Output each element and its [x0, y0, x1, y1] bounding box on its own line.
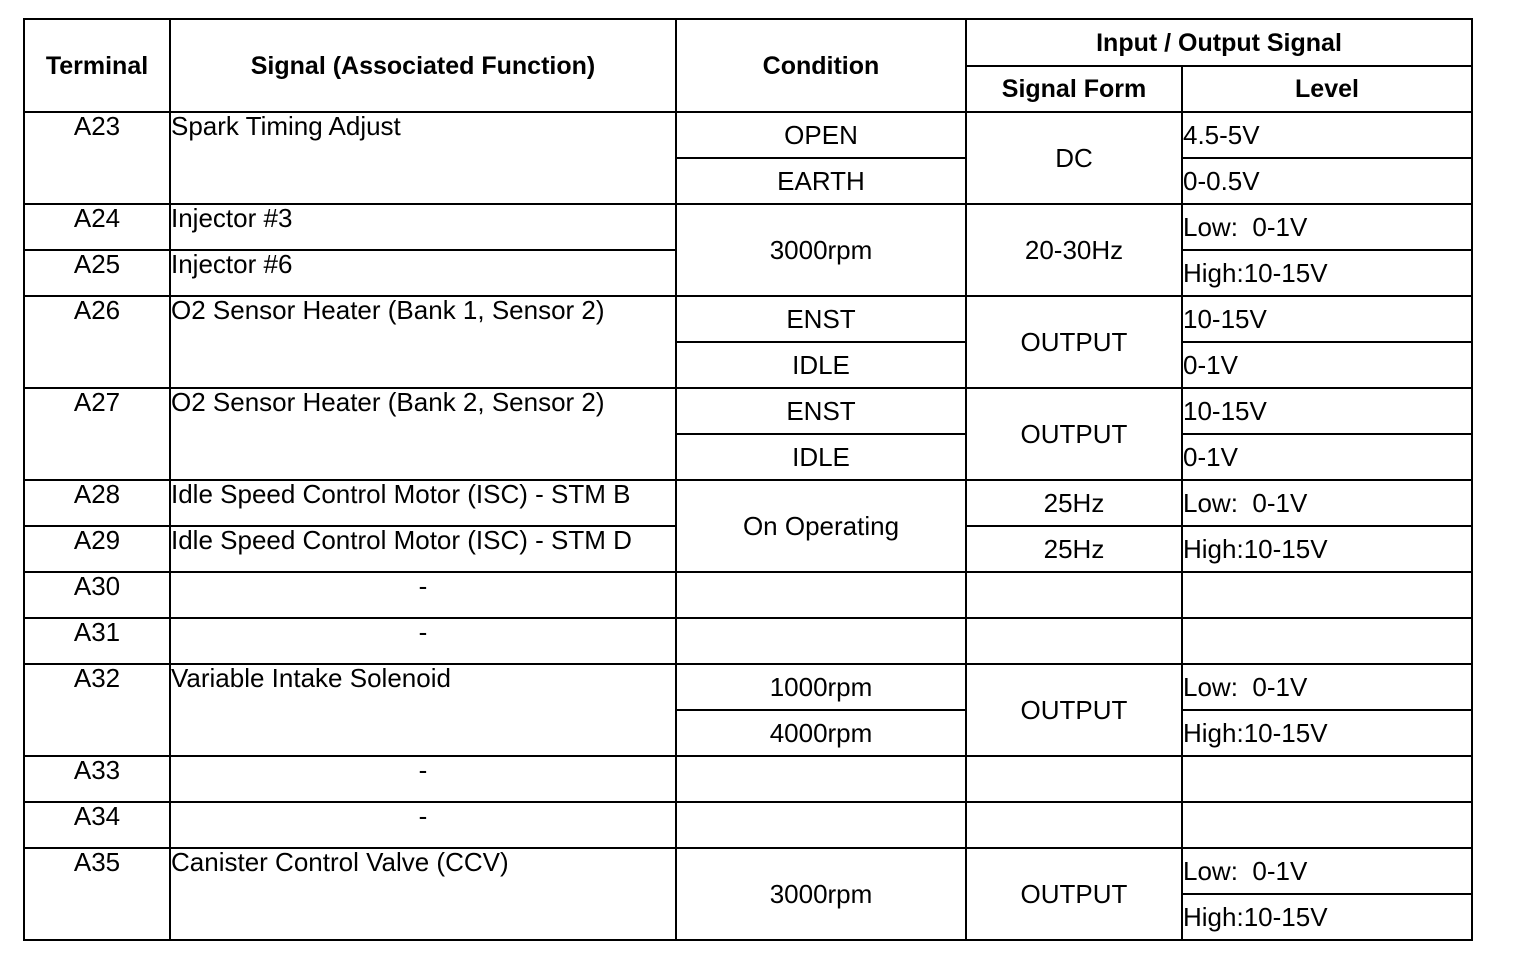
signal-form-cell: [966, 572, 1182, 618]
condition-cell: IDLE: [676, 342, 966, 388]
terminal-cell: A24: [24, 204, 170, 250]
signal-form-cell: [966, 802, 1182, 848]
table-row: [24, 756, 1472, 802]
condition-cell: [676, 572, 966, 618]
terminal-cell: A25: [24, 250, 170, 296]
table-row: [24, 480, 1472, 526]
signal-form-cell: [966, 618, 1182, 664]
terminal-cell: A31: [24, 618, 170, 664]
signal-cell: Injector #6: [170, 250, 676, 296]
signal-cell: Variable Intake Solenoid: [170, 664, 676, 756]
signal-cell: -: [170, 572, 676, 618]
signal-cell: Injector #3: [170, 204, 676, 250]
table-row: [24, 664, 1472, 710]
level-cell: High:10-15V: [1182, 710, 1472, 756]
signal-cell: O2 Sensor Heater (Bank 2, Sensor 2): [170, 388, 676, 480]
condition-cell: ENST: [676, 296, 966, 342]
signal-cell: -: [170, 802, 676, 848]
condition-cell: ENST: [676, 388, 966, 434]
signal-cell: Idle Speed Control Motor (ISC) - STM D: [170, 526, 676, 572]
condition-cell: [676, 802, 966, 848]
table-row: [24, 848, 1472, 894]
condition-cell: OPEN: [676, 112, 966, 158]
header-level: Level: [1182, 66, 1472, 112]
table-row: [24, 204, 1472, 250]
level-cell: 4.5-5V: [1182, 112, 1472, 158]
signal-form-cell: 20-30Hz: [966, 204, 1182, 296]
signal-cell: O2 Sensor Heater (Bank 1, Sensor 2): [170, 296, 676, 388]
condition-cell: 3000rpm: [676, 848, 966, 940]
condition-cell: IDLE: [676, 434, 966, 480]
signal-form-cell: 25Hz: [966, 526, 1182, 572]
terminal-cell: A26: [24, 296, 170, 388]
level-cell: [1182, 802, 1472, 848]
signal-form-cell: OUTPUT: [966, 664, 1182, 756]
level-cell: [1182, 572, 1472, 618]
header-condition: Condition: [676, 19, 966, 112]
table-row: [24, 112, 1472, 158]
table-row: [24, 388, 1472, 434]
terminal-cell: A33: [24, 756, 170, 802]
signal-form-cell: OUTPUT: [966, 848, 1182, 940]
level-cell: Low: 0-1V: [1182, 204, 1472, 250]
terminal-cell: A30: [24, 572, 170, 618]
level-cell: Low: 0-1V: [1182, 480, 1472, 526]
signal-cell: Idle Speed Control Motor (ISC) - STM B: [170, 480, 676, 526]
level-cell: 10-15V: [1182, 296, 1472, 342]
signal-form-cell: [966, 756, 1182, 802]
condition-cell: EARTH: [676, 158, 966, 204]
header-terminal: Terminal: [24, 19, 170, 112]
terminal-cell: A35: [24, 848, 170, 940]
table-header: [24, 19, 1472, 112]
level-cell: [1182, 618, 1472, 664]
level-cell: Low: 0-1V: [1182, 848, 1472, 894]
level-cell: 0-1V: [1182, 342, 1472, 388]
condition-cell: 1000rpm: [676, 664, 966, 710]
condition-cell: [676, 618, 966, 664]
terminal-cell: A34: [24, 802, 170, 848]
table-row: [24, 618, 1472, 664]
header-signal: Signal (Associated Function): [170, 19, 676, 112]
terminal-cell: A27: [24, 388, 170, 480]
condition-cell: [676, 756, 966, 802]
terminal-cell: A28: [24, 480, 170, 526]
header-signal-form: Signal Form: [966, 66, 1182, 112]
signal-cell: -: [170, 756, 676, 802]
signal-form-cell: OUTPUT: [966, 388, 1182, 480]
condition-cell: 3000rpm: [676, 204, 966, 296]
condition-cell: 4000rpm: [676, 710, 966, 756]
table-row: [24, 572, 1472, 618]
terminal-signal-table: [23, 18, 1473, 941]
signal-form-cell: DC: [966, 112, 1182, 204]
terminal-cell: A29: [24, 526, 170, 572]
level-cell: 10-15V: [1182, 388, 1472, 434]
level-cell: 0-0.5V: [1182, 158, 1472, 204]
level-cell: [1182, 756, 1472, 802]
level-cell: 0-1V: [1182, 434, 1472, 480]
signal-form-cell: OUTPUT: [966, 296, 1182, 388]
level-cell: High:10-15V: [1182, 894, 1472, 940]
table-row: [24, 802, 1472, 848]
level-cell: High:10-15V: [1182, 250, 1472, 296]
condition-cell: On Operating: [676, 480, 966, 572]
header-io-signal: Input / Output Signal: [966, 19, 1472, 66]
signal-cell: -: [170, 618, 676, 664]
table-body: [24, 112, 1472, 940]
level-cell: High:10-15V: [1182, 526, 1472, 572]
signal-form-cell: 25Hz: [966, 480, 1182, 526]
signal-cell: Canister Control Valve (CCV): [170, 848, 676, 940]
level-cell: Low: 0-1V: [1182, 664, 1472, 710]
header-row-1: [24, 19, 1472, 66]
terminal-cell: A32: [24, 664, 170, 756]
table-row: [24, 296, 1472, 342]
terminal-cell: A23: [24, 112, 170, 204]
signal-cell: Spark Timing Adjust: [170, 112, 676, 204]
